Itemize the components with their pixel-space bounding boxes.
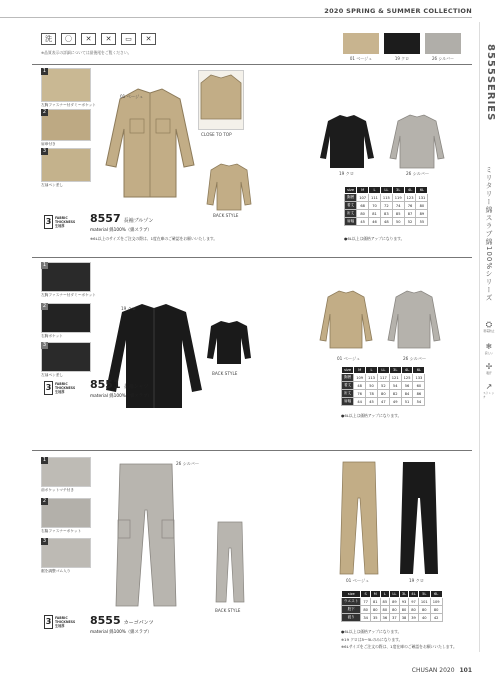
product-code: 8555 bbox=[90, 614, 121, 627]
size-header: 4L bbox=[404, 187, 416, 194]
product-name: 長袖シャツ bbox=[123, 384, 149, 390]
shirt-beige-image bbox=[318, 288, 374, 350]
row-label: 肩幅 bbox=[345, 218, 357, 226]
cool-feature bbox=[483, 342, 495, 355]
detail-number: 1 bbox=[42, 262, 47, 268]
table-cell: 76 bbox=[404, 202, 416, 210]
detail-caption: 肩章付き bbox=[41, 142, 56, 146]
table-row bbox=[342, 606, 443, 614]
detail-number: 3 bbox=[42, 342, 47, 348]
footer-brand: CHUSAN 2020 bbox=[411, 667, 455, 674]
detail-caption: 裾を調整ゴム入り bbox=[41, 569, 71, 573]
product-material: material 綿100%（綿スラブ） bbox=[90, 394, 152, 399]
table-cell: 51 bbox=[401, 398, 413, 406]
fabric-title: FABRIC bbox=[55, 616, 68, 620]
table-row bbox=[342, 374, 425, 382]
detail-caption: 右脇ファスナーポケット bbox=[41, 529, 82, 533]
fabric-level: 3 bbox=[44, 381, 53, 395]
fabric-thickness-badge bbox=[44, 378, 78, 398]
product-note: ※19 クロは5〜5Lのみになります。 bbox=[341, 637, 403, 642]
table-cell: 37 bbox=[390, 614, 400, 622]
table-cell: 72 bbox=[380, 202, 392, 210]
table-cell: 113 bbox=[366, 374, 378, 382]
table-row bbox=[342, 614, 443, 622]
size-header: size bbox=[342, 367, 354, 374]
table-cell: 38 bbox=[399, 614, 409, 622]
size-header: 6L bbox=[430, 591, 442, 598]
size-header: L bbox=[366, 367, 378, 374]
table-cell: 36 bbox=[380, 614, 390, 622]
row-label: 着丈 bbox=[342, 382, 354, 390]
jacket-beige-image bbox=[100, 85, 200, 205]
fabric-thickness-badge bbox=[44, 612, 78, 632]
size-header: S bbox=[361, 591, 371, 598]
swatch-label: 26 シルバー bbox=[432, 56, 454, 61]
shirt-silver-image bbox=[386, 288, 442, 350]
detail-photo-3 bbox=[41, 342, 91, 378]
detail-number: 3 bbox=[42, 148, 47, 154]
table-cell: 70 bbox=[369, 202, 381, 210]
order-note: ※6L以上のサイズをご注文の際は、1度在庫のご確認をお願いいたします。 bbox=[90, 236, 218, 241]
table-cell: 86 bbox=[413, 390, 425, 398]
detail-photo-2 bbox=[41, 498, 91, 534]
size-header: 3L bbox=[389, 367, 401, 374]
snowflake-icon: ❄ bbox=[485, 342, 493, 351]
side-rule bbox=[479, 22, 480, 652]
pants-black-image bbox=[398, 460, 440, 576]
table-cell: 107 bbox=[357, 194, 369, 202]
detail-caption: 左袖ペン差し bbox=[41, 373, 64, 377]
table-cell: 80 bbox=[418, 606, 430, 614]
table-row bbox=[342, 382, 425, 390]
size-header: M bbox=[357, 187, 369, 194]
swatch-label: 01 ベージュ bbox=[349, 56, 373, 61]
product-heading bbox=[90, 378, 149, 391]
feature-label: 涼しい bbox=[484, 351, 494, 355]
table-cell: 47 bbox=[377, 398, 389, 406]
antistatic-feature bbox=[483, 320, 495, 333]
table-cell: 49 bbox=[389, 398, 401, 406]
table-cell: 80 bbox=[430, 606, 442, 614]
detail-number: 2 bbox=[42, 498, 47, 504]
table-cell: 85 bbox=[392, 210, 404, 218]
row-label: 着丈 bbox=[345, 202, 357, 210]
detail-caption: 左胸ファスナー付ダミーポケット bbox=[41, 293, 96, 297]
table-cell: 93 bbox=[399, 598, 409, 606]
detail-number: 3 bbox=[42, 538, 47, 544]
fabric-title: FABRIC bbox=[55, 382, 68, 386]
size-header: LL bbox=[377, 367, 389, 374]
pants-back-image bbox=[214, 520, 246, 604]
size-header: L bbox=[369, 187, 381, 194]
table-row bbox=[345, 194, 428, 202]
feature-label: 吸汗 bbox=[486, 371, 492, 375]
back-label: BACK STYLE bbox=[212, 371, 238, 376]
table-cell: 55 bbox=[416, 218, 428, 226]
jacket-silver-image bbox=[388, 112, 446, 170]
table-cell: 121 bbox=[389, 374, 401, 382]
image-label: 26 シルバー bbox=[403, 356, 427, 361]
care-icons bbox=[41, 33, 156, 45]
row-label: 肩幅 bbox=[342, 398, 354, 406]
closeup-label: CLOSE TO TOP bbox=[201, 132, 232, 137]
size-header: M bbox=[370, 591, 380, 598]
product-material: material 綿100%（綿スラブ） bbox=[90, 228, 152, 233]
sweat-absorb-icon: ✢ bbox=[485, 362, 493, 371]
table-cell: 117 bbox=[377, 374, 389, 382]
series-description: ミリタリー綿スラブ綿100%シリーズ bbox=[485, 166, 493, 303]
size-header: 3L bbox=[392, 187, 404, 194]
table-cell: 84 bbox=[401, 390, 413, 398]
detail-caption: 左胸ファスナー付ダミーポケット bbox=[41, 103, 96, 107]
size-table bbox=[341, 590, 443, 622]
section-divider bbox=[32, 257, 472, 258]
table-row bbox=[345, 210, 428, 218]
table-cell: 42 bbox=[430, 614, 442, 622]
detail-number: 2 bbox=[42, 303, 47, 309]
jacket-black-image bbox=[318, 112, 376, 170]
table-cell: 54 bbox=[413, 398, 425, 406]
fabric-title: FABRIC bbox=[55, 216, 68, 220]
fabric-thickness-badge bbox=[44, 212, 78, 232]
table-row bbox=[342, 398, 425, 406]
table-cell: 50 bbox=[392, 218, 404, 226]
table-cell: 109 bbox=[430, 598, 442, 606]
detail-photo-2 bbox=[41, 109, 91, 147]
size-header: 6L bbox=[416, 187, 428, 194]
table-cell: 40 bbox=[418, 614, 430, 622]
table-cell: 80 bbox=[399, 606, 409, 614]
table-cell: 80 bbox=[370, 606, 380, 614]
table-cell: 52 bbox=[404, 218, 416, 226]
detail-number: 1 bbox=[42, 457, 47, 463]
table-cell: 80 bbox=[390, 606, 400, 614]
page-footer bbox=[412, 667, 472, 674]
row-label: 裄丈 bbox=[342, 390, 354, 398]
table-cell: 109 bbox=[354, 374, 366, 382]
series-title: 8555SERIES bbox=[485, 44, 496, 122]
table-cell: 45 bbox=[357, 218, 369, 226]
product-heading bbox=[90, 614, 154, 627]
detail-caption: 左袖ペン差し bbox=[41, 183, 64, 187]
row-label: 胸囲 bbox=[345, 194, 357, 202]
swatch-label: 19 クロ bbox=[394, 56, 410, 61]
detail-photo-1 bbox=[41, 262, 96, 298]
table-cell: 80 bbox=[409, 606, 419, 614]
table-cell: 89 bbox=[390, 598, 400, 606]
size-header: L bbox=[380, 591, 390, 598]
table-cell: 133 bbox=[413, 374, 425, 382]
row-label: 裄丈 bbox=[345, 210, 357, 218]
collection-header: 2020 SPRING & SUMMER COLLECTION bbox=[324, 7, 472, 15]
detail-photo-1 bbox=[41, 457, 91, 493]
color-swatches bbox=[343, 33, 461, 54]
image-label: 01 ベージュ bbox=[337, 356, 361, 361]
table-cell: 85 bbox=[380, 598, 390, 606]
fabric-sub: THICKNESS bbox=[55, 220, 76, 224]
detail-caption: 右胸ポケット bbox=[41, 334, 63, 338]
table-cell: 54 bbox=[389, 382, 401, 390]
size-header: LL bbox=[380, 187, 392, 194]
sweat-feature bbox=[483, 362, 495, 375]
iron-icon: ▭ bbox=[121, 33, 136, 45]
product-name: 長袖ブルゾン bbox=[123, 218, 154, 224]
size-header: 6L bbox=[413, 367, 425, 374]
stretch-icon: ↗ bbox=[485, 382, 493, 391]
no-wring-icon: ✕ bbox=[141, 33, 156, 45]
table-cell: 44 bbox=[354, 398, 366, 406]
table-cell: 80 bbox=[361, 606, 371, 614]
antistatic-icon: ⛭ bbox=[485, 320, 493, 329]
image-label: 26 シルバー bbox=[176, 461, 200, 466]
feature-label: ストレッチ bbox=[483, 391, 495, 399]
pants-silver-image bbox=[110, 460, 182, 610]
back-label: BACK STYLE bbox=[213, 213, 239, 218]
pants-beige-image bbox=[338, 460, 380, 576]
table-cell: 89 bbox=[416, 210, 428, 218]
row-label: 股下 bbox=[342, 606, 361, 614]
row-label: 渡り bbox=[342, 614, 361, 622]
table-cell: 80 bbox=[377, 390, 389, 398]
size-table bbox=[344, 186, 428, 226]
detail-number: 2 bbox=[42, 109, 47, 115]
size-header: 3L bbox=[399, 591, 409, 598]
size-table bbox=[341, 366, 425, 406]
table-cell: 123 bbox=[404, 194, 416, 202]
bleach-icon: 〇 bbox=[61, 33, 76, 45]
size-header: size bbox=[345, 187, 357, 194]
fabric-sub: THICKNESS bbox=[55, 386, 76, 390]
table-cell: 35 bbox=[370, 614, 380, 622]
table-note: ●6L以上は価格アップになります。 bbox=[341, 629, 402, 634]
detail-photo-2 bbox=[41, 303, 91, 339]
fabric-level: 3 bbox=[44, 215, 53, 229]
header-rule bbox=[0, 17, 472, 18]
fabric-jp: 生地厚 bbox=[55, 224, 65, 228]
table-cell: 50 bbox=[366, 382, 378, 390]
row-label: 胸囲 bbox=[342, 374, 354, 382]
swatch-labels bbox=[343, 56, 461, 62]
table-cell: 77 bbox=[361, 598, 371, 606]
table-row bbox=[345, 218, 428, 226]
detail-caption: 前ポケットマチ付き bbox=[41, 488, 75, 492]
table-cell: 48 bbox=[354, 382, 366, 390]
size-header: LL bbox=[390, 591, 400, 598]
swatch-silver bbox=[425, 33, 461, 54]
table-cell: 80 bbox=[357, 210, 369, 218]
jacket-closeup-image bbox=[199, 71, 243, 121]
shirt-back-image bbox=[205, 318, 253, 366]
table-cell: 76 bbox=[354, 390, 366, 398]
table-cell: 83 bbox=[380, 210, 392, 218]
table-cell: 87 bbox=[404, 210, 416, 218]
table-cell: 101 bbox=[418, 598, 430, 606]
table-cell: 34 bbox=[361, 614, 371, 622]
table-cell: 60 bbox=[413, 382, 425, 390]
care-note: ※品質表示の詳細については最後尾をご覧ください。 bbox=[41, 50, 132, 55]
closeup-frame bbox=[198, 70, 244, 130]
size-header: 4L bbox=[409, 591, 419, 598]
image-label: 19 クロ bbox=[339, 171, 355, 176]
no-dryclean-icon: ✕ bbox=[81, 33, 96, 45]
product-material: material 綿100%（綿スラブ） bbox=[90, 630, 152, 635]
jacket-back-image bbox=[205, 160, 253, 212]
table-cell: 80 bbox=[416, 202, 428, 210]
table-cell: 68 bbox=[357, 202, 369, 210]
table-cell: 81 bbox=[370, 598, 380, 606]
table-cell: 45 bbox=[366, 398, 378, 406]
section-divider bbox=[32, 450, 472, 451]
table-cell: 111 bbox=[369, 194, 381, 202]
product-heading bbox=[90, 212, 153, 225]
table-row bbox=[342, 598, 443, 606]
table-cell: 39 bbox=[409, 614, 419, 622]
stretch-feature bbox=[483, 382, 495, 399]
fabric-jp: 生地厚 bbox=[55, 624, 65, 628]
table-cell: 97 bbox=[409, 598, 419, 606]
table-cell: 81 bbox=[369, 210, 381, 218]
size-header: 5L bbox=[418, 591, 430, 598]
feature-label: 帯電防止 bbox=[483, 329, 495, 333]
table-cell: 56 bbox=[401, 382, 413, 390]
table-note: ●6L以上は価格アップになります。 bbox=[341, 413, 402, 418]
back-label: BACK STYLE bbox=[215, 608, 241, 613]
table-cell: 125 bbox=[401, 374, 413, 382]
product-name: カーゴパンツ bbox=[123, 620, 154, 626]
section-divider bbox=[32, 64, 472, 65]
size-header: 4L bbox=[401, 367, 413, 374]
image-label: 26 シルバー bbox=[406, 171, 430, 176]
table-cell: 78 bbox=[366, 390, 378, 398]
table-row bbox=[345, 202, 428, 210]
fabric-jp: 生地厚 bbox=[55, 390, 65, 394]
image-label: 01 ベージュ bbox=[120, 94, 144, 99]
row-label: ウエスト bbox=[342, 598, 361, 606]
detail-number: 1 bbox=[42, 68, 47, 74]
wash-icon: 洗 bbox=[41, 33, 56, 45]
fabric-level: 3 bbox=[44, 615, 53, 629]
image-label: 19 クロ bbox=[121, 306, 137, 311]
image-label: 01 ベージュ bbox=[346, 578, 370, 583]
product-note: ※6Lサイズをご注文の際は、1度在庫のご確認をお願いいたします。 bbox=[341, 644, 457, 649]
no-tumble-icon: ✕ bbox=[101, 33, 116, 45]
product-code: 8557 bbox=[90, 212, 121, 225]
table-cell: 74 bbox=[392, 202, 404, 210]
table-cell: 80 bbox=[380, 606, 390, 614]
table-cell: 48 bbox=[380, 218, 392, 226]
page-number: 101 bbox=[459, 667, 472, 674]
table-cell: 115 bbox=[380, 194, 392, 202]
swatch-black bbox=[384, 33, 420, 54]
detail-photo-3 bbox=[41, 538, 91, 574]
table-row bbox=[342, 390, 425, 398]
table-cell: 119 bbox=[392, 194, 404, 202]
table-note: ●6L以上は価格アップになります。 bbox=[344, 236, 405, 241]
table-cell: 82 bbox=[389, 390, 401, 398]
size-header: M bbox=[354, 367, 366, 374]
table-cell: 46 bbox=[369, 218, 381, 226]
image-label: 19 クロ bbox=[409, 578, 425, 583]
swatch-beige bbox=[343, 33, 379, 54]
table-cell: 52 bbox=[377, 382, 389, 390]
table-cell: 131 bbox=[416, 194, 428, 202]
detail-photo-1 bbox=[41, 68, 96, 108]
product-code: 8551 bbox=[90, 378, 121, 391]
detail-photo-3 bbox=[41, 148, 91, 188]
fabric-sub: THICKNESS bbox=[55, 620, 76, 624]
size-header: size bbox=[342, 591, 361, 598]
